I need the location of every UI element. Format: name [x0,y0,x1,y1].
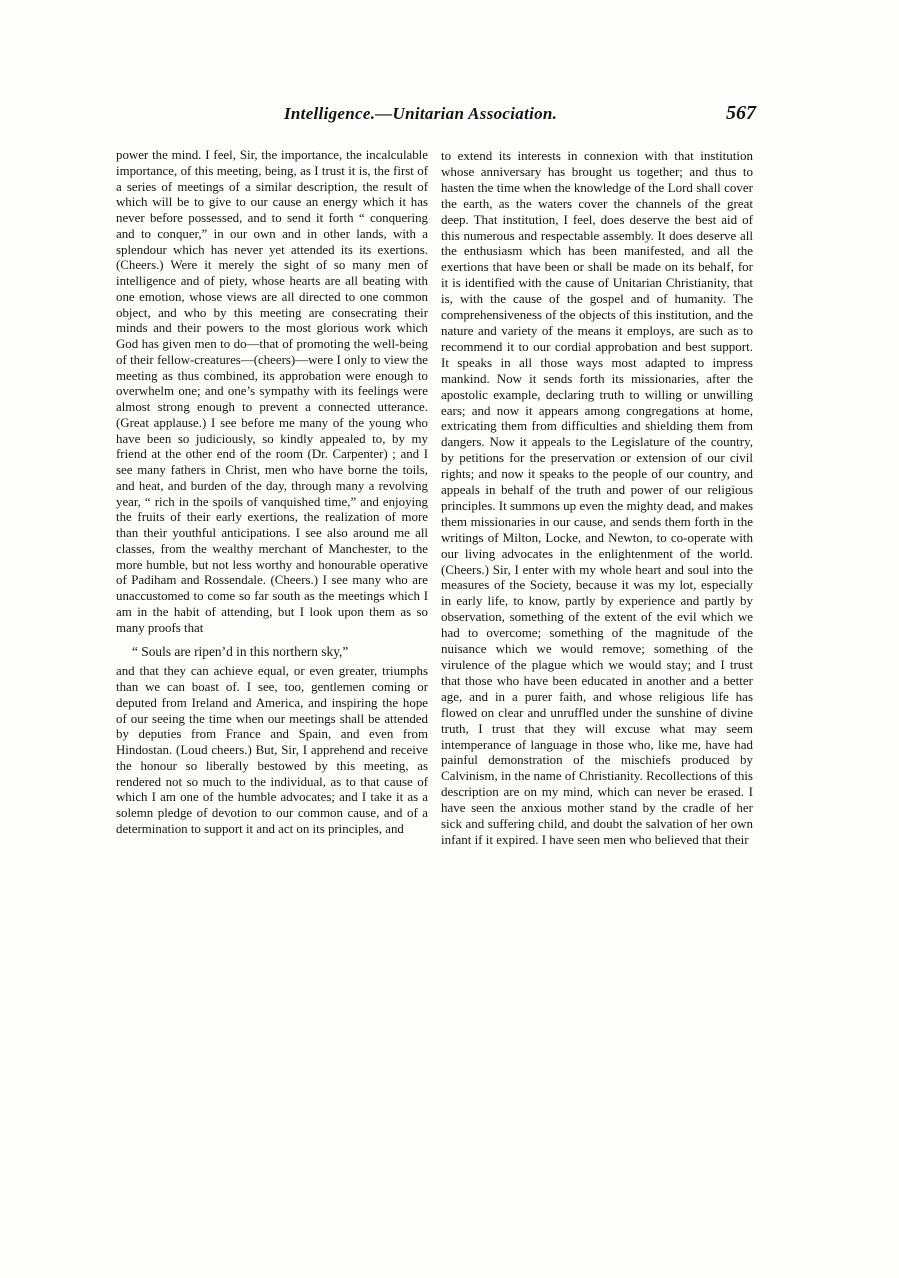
page-number: 567 [726,102,756,124]
right-paragraph: to extend its interests in connexion with that institution whose anniversary has brought us together; and thus to hasten the time when the knowledge of the Lord shall cover the earth, as the waters cover the channels of the great deep. That institution, I feel, does deserve the best aid of this numerous and respectable assembly. It does deserve all the enthusiasm which has been manifested, and all the exertions that have been or shall be made on its behalf, for it is identified with the cause of Unitarian Christianity, that is, with the cause of the gospel and of humanity. The comprehensiveness of the objects of this institution, and the nature and variety of the means it employs, are such as to recommend it to our cordial approbation and best support. It speaks in all those ways most adapted to impress mankind. Now it sends forth its missionaries, after the apostolic example, declaring truth to willing or unwilling ears; and now it appears among congregations at home, extricating them from difficulties and shielding them from dangers. Now it appeals to the Legislature of the country, by petitions for the preservation or extension of our civil rights; and now it speaks to the people of our country, and appeals in behalf of the truth and power of our religious principles. It summons up even the mighty dead, and makes them missionaries in our cause, and sends them forth in the writings of Milton, Locke, and Newton, to co-operate with our living advocates in the enlightenment of the world. (Cheers.) Sir, I enter with my whole heart and soul into the measures of the Society, because it was my lot, especially in early life, to know, partly by experience and partly by observation, something of the extent of the evil which we had to overcome; something of the magnitude of the nuisance which we would remove; something of the virulence of the plague which we would stay; and I trust that those who have been educated in another and a better age, and in a purer faith, and whose religious life has flowed on clear and unruffled under the sunshine of divine truth, I trust that they will excuse what may seem intemperance of language in those who, like me, have had painful demonstration of the mischiefs produced by Calvinism, in the name of Christianity. Recollections of this description are on my mind, which can never be erased. I have seen the anxious mother stand by the cradle of her sick and suffering child, and doubt the salvation of her own infant if it expired. I have seen men who believed that their [441,148,753,847]
verse-quotation: “ Souls are ripen’d in this northern sky,” [132,644,349,660]
left-paragraph: power the mind. I feel, Sir, the importance, the incalculable importance, of this meeting, being, as I trust it is, the first of a series of meetings of a similar description, the result of which will be to give to our cause an energy which it has never before possessed, and to send it forth “ conquering and to conquer,” in our own and in other lands, with a splendour which has never yet attended its its exertions. (Cheers.) Were it merely the sight of so many men of intelligence and of piety, whose hearts are all beating with one emotion, whose views are all directed to one common object, and who by this meeting are consecrating their minds and their powers to the most glorious work which God has given men to do—that of promoting the well-being of their fellow-creatures—(cheers)—were I only to view the meeting as thus combined, its approbation were enough to overwhelm one; and one’s sympathy with its feelings were almost strong enough to prevent a connected utterance. (Great applause.) I see before me many of the young who have been so judiciously, so kindly appealed to, by my friend at the other end of the room (Dr. Carpenter) ; and I see many fathers in Christ, men who have borne the toils, and heat, and burden of the day, through many a revolving year, “ rich in the spoils of vanquished time,” and enjoying the fruits of their early exertions, the realization of more than their youthful anticipations. I see also around me all classes, from the wealthy merchant of Manchester, to the more humble, but not less worthy and honourable operative of Padiham and Rossendale. (Cheers.) I see many who are unaccustomed to come so far south as the meetings which I am in the habit of attending, but I look upon them as so many proofs that [116,148,428,635]
left-column [116,148,428,838]
page-header [116,100,756,132]
running-title: Intelligence.—Unitarian Association. [284,104,558,123]
right-column [441,148,753,848]
left-continuation: and that they can achieve equal, or even greater, triumphs than we can boast of. I see, too, gentlemen coming or deputed from Ireland and America, and inspiring the hope of our seeing the time when our meetings shall be attended by deputies from France and Spain, and even from Hindostan. (Loud cheers.) But, Sir, I apprehend and receive the honour so liberally bestowed by this meeting, as rendered not so much to the individual, as to that cause of which I am one of the humble advocates; and I take it as a solemn pledge of devotion to our common cause, and of a determination to support it and act on its principles, and [116,664,428,836]
